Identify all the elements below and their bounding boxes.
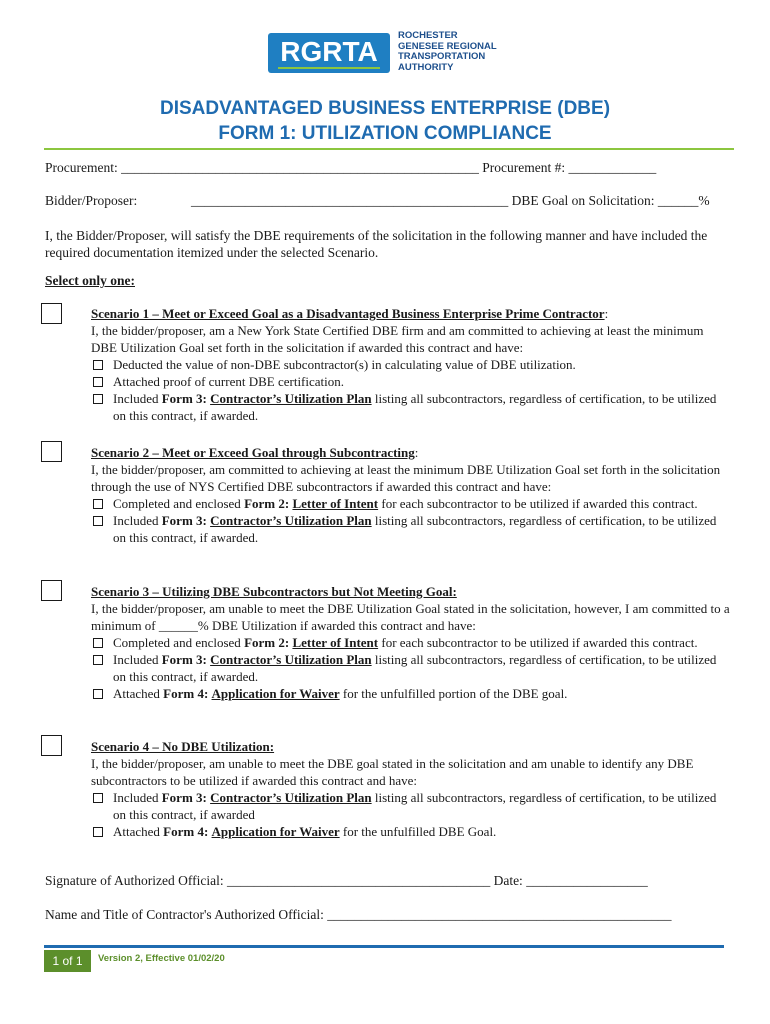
checkbox-icon[interactable] bbox=[93, 638, 103, 648]
scenario-2-block bbox=[91, 444, 731, 546]
scenario-2-item-1 bbox=[91, 495, 731, 512]
logo-line-3: TRANSPORTATION bbox=[398, 51, 486, 62]
scenario-2-checkbox[interactable] bbox=[41, 441, 62, 462]
logo-line-1: ROCHESTER bbox=[398, 30, 458, 41]
checkbox-icon[interactable] bbox=[93, 827, 103, 837]
form-number: Form 4: bbox=[163, 824, 209, 839]
scenario-4-title: Scenario 4 – No DBE Utilization: bbox=[91, 739, 275, 754]
name-title-field[interactable]: Name and Title of Contractor's Authorized Official: ___________________________________________________ bbox=[45, 907, 672, 922]
checkbox-icon[interactable] bbox=[93, 689, 103, 699]
item-text: for each subcontractor to be utilized if awarded this contract. bbox=[381, 496, 698, 511]
form-number: Form 3: bbox=[161, 513, 207, 528]
scenario-3-body: I, the bidder/proposer, am unable to meet the DBE Utilization Goal stated in the solicitation, however, I am committed to a minimum of ______% DBE Utilization if awarded this contract and have: bbox=[91, 601, 730, 633]
footer-divider bbox=[44, 945, 724, 948]
rgrta-logo bbox=[268, 33, 390, 73]
logo-line-2: GENESEE REGIONAL bbox=[398, 40, 497, 52]
form-title-link: Contractor’s Utilization Plan bbox=[210, 391, 372, 406]
item-text: Completed and enclosed bbox=[113, 635, 241, 650]
scenario-1-item-2 bbox=[91, 373, 731, 390]
form-title-link: Application for Waiver bbox=[211, 686, 340, 701]
item-text: listing all subcontractors, regardless of certification, to be utilized on this contract, if awarded. bbox=[113, 391, 717, 423]
scenario-1-title: Scenario 1 – Meet or Exceed Goal as a Disadvantaged Business Enterprise Prime Contractor bbox=[91, 306, 605, 321]
scenario-3-title: Scenario 3 – Utilizing DBE Subcontractors but Not Meeting Goal: bbox=[91, 584, 457, 599]
logo-agency-name bbox=[398, 31, 528, 73]
form-subtitle: FORM 1: UTILIZATION COMPLIANCE bbox=[218, 123, 552, 144]
signature-field[interactable]: Signature of Authorized Official: _______________________________________ Date: __________________ bbox=[45, 873, 648, 888]
title-divider bbox=[44, 148, 734, 150]
form-number: Form 3: bbox=[161, 790, 207, 805]
checkbox-icon[interactable] bbox=[93, 655, 103, 665]
scenario-4-item-1 bbox=[91, 789, 731, 823]
scenario-2-item-2 bbox=[91, 512, 731, 546]
scenario-2-title: Scenario 2 – Meet or Exceed Goal through Subcontracting bbox=[91, 445, 415, 460]
select-only-one-label: Select only one: bbox=[45, 273, 135, 288]
form-title-link: Letter of Intent bbox=[292, 496, 379, 511]
form-number: Form 2: bbox=[244, 635, 290, 650]
item-text: Included bbox=[113, 513, 159, 528]
item-text: for the unfulfilled portion of the DBE goal. bbox=[342, 686, 568, 701]
scenario-3-block bbox=[91, 583, 731, 702]
scenario-4-item-2 bbox=[91, 823, 731, 840]
item-text: for each subcontractor to be utilized if awarded this contract. bbox=[381, 635, 698, 650]
scenario-3-checkbox[interactable] bbox=[41, 580, 62, 601]
checkbox-icon[interactable] bbox=[93, 499, 103, 509]
scenario-4-body: I, the bidder/proposer, am unable to meet the DBE goal stated in the solicitation and am unable to identify any DBE subcontractors to be utilized if awarded this contract and have: bbox=[91, 756, 694, 788]
scenario-4-block bbox=[91, 738, 731, 840]
logo-underline bbox=[278, 67, 380, 69]
form-title-link: Contractor’s Utilization Plan bbox=[210, 513, 372, 528]
bidder-field[interactable]: _______________________________________________ DBE Goal on Solicitation: ______% bbox=[191, 193, 710, 208]
item-text: Attached bbox=[113, 686, 160, 701]
form-title-link: Contractor’s Utilization Plan bbox=[210, 790, 372, 805]
scenario-3-item-1 bbox=[91, 634, 731, 651]
page-number-badge: 1 of 1 bbox=[44, 950, 91, 972]
logo-line-4: AUTHORITY bbox=[398, 61, 454, 73]
item-text: Completed and enclosed bbox=[113, 496, 241, 511]
scenario-3-item-3 bbox=[91, 685, 731, 702]
form-title-link: Contractor’s Utilization Plan bbox=[210, 652, 372, 667]
item-text: Attached proof of current DBE certification. bbox=[113, 374, 345, 389]
item-text: listing all subcontractors, regardless of certification, to be utilized on this contract, if awarded. bbox=[113, 513, 717, 545]
scenario-1-item-1 bbox=[91, 356, 731, 373]
form-number: Form 4: bbox=[163, 686, 209, 701]
form-title: DISADVANTAGED BUSINESS ENTERPRISE (DBE) bbox=[159, 98, 611, 119]
item-text: listing all subcontractors, regardless of certification, to be utilized on this contract, if awarded bbox=[113, 790, 717, 822]
form-number: Form 3: bbox=[161, 652, 207, 667]
item-text: Included bbox=[113, 652, 159, 667]
scenario-1-checkbox[interactable] bbox=[41, 303, 62, 324]
checkbox-icon[interactable] bbox=[93, 394, 103, 404]
bidder-label: Bidder/Proposer: bbox=[45, 193, 138, 208]
scenario-1-colon: : bbox=[604, 306, 609, 321]
item-text: Included bbox=[113, 790, 159, 805]
scenario-1-body: I, the bidder/proposer, am a New York State Certified DBE firm and am committed to achieving at least the minimum DBE Utilization Goal set forth in the solicitation if awarded this contract and have: bbox=[91, 323, 704, 355]
scenario-4-checkbox[interactable] bbox=[41, 735, 62, 756]
item-text: listing all subcontractors, regardless of certification, to be utilized on this contract, if awarded. bbox=[113, 652, 717, 684]
item-text: Attached bbox=[113, 824, 160, 839]
scenario-2-colon: : bbox=[414, 445, 419, 460]
scenario-3-item-2 bbox=[91, 651, 731, 685]
scenario-2-heading bbox=[91, 444, 731, 461]
item-text: for the unfulfilled DBE Goal. bbox=[342, 824, 497, 839]
logo-acronym: RGRTA bbox=[280, 36, 378, 67]
form-number: Form 2: bbox=[244, 496, 290, 511]
form-title-link: Application for Waiver bbox=[211, 824, 340, 839]
scenario-2-body: I, the bidder/proposer, am committed to achieving at least the minimum DBE Utilization Goal set forth in the solicitation through the use of NYS Certified DBE subcontractors if awarded this contract and have: bbox=[91, 462, 721, 494]
scenario-1-heading bbox=[91, 305, 731, 322]
scenario-1-item-3 bbox=[91, 390, 731, 424]
form-number: Form 3: bbox=[161, 391, 207, 406]
item-text: Deducted the value of non-DBE subcontractor(s) in calculating value of DBE utilization. bbox=[113, 357, 576, 372]
scenario-1-block bbox=[91, 305, 731, 424]
item-text: Included bbox=[113, 391, 159, 406]
checkbox-icon[interactable] bbox=[93, 516, 103, 526]
checkbox-icon[interactable] bbox=[93, 377, 103, 387]
form-title-link: Letter of Intent bbox=[292, 635, 379, 650]
version-label: Version 2, Effective 01/02/20 bbox=[98, 953, 225, 964]
checkbox-icon[interactable] bbox=[93, 793, 103, 803]
intro-paragraph: I, the Bidder/Proposer, will satisfy the DBE requirements of the solicitation in the following manner and have included the required documentation itemized under the selected Scenario. bbox=[45, 228, 708, 260]
checkbox-icon[interactable] bbox=[93, 360, 103, 370]
procurement-field[interactable]: Procurement: _____________________________________________________ Procurement #: _____________ bbox=[45, 160, 657, 175]
